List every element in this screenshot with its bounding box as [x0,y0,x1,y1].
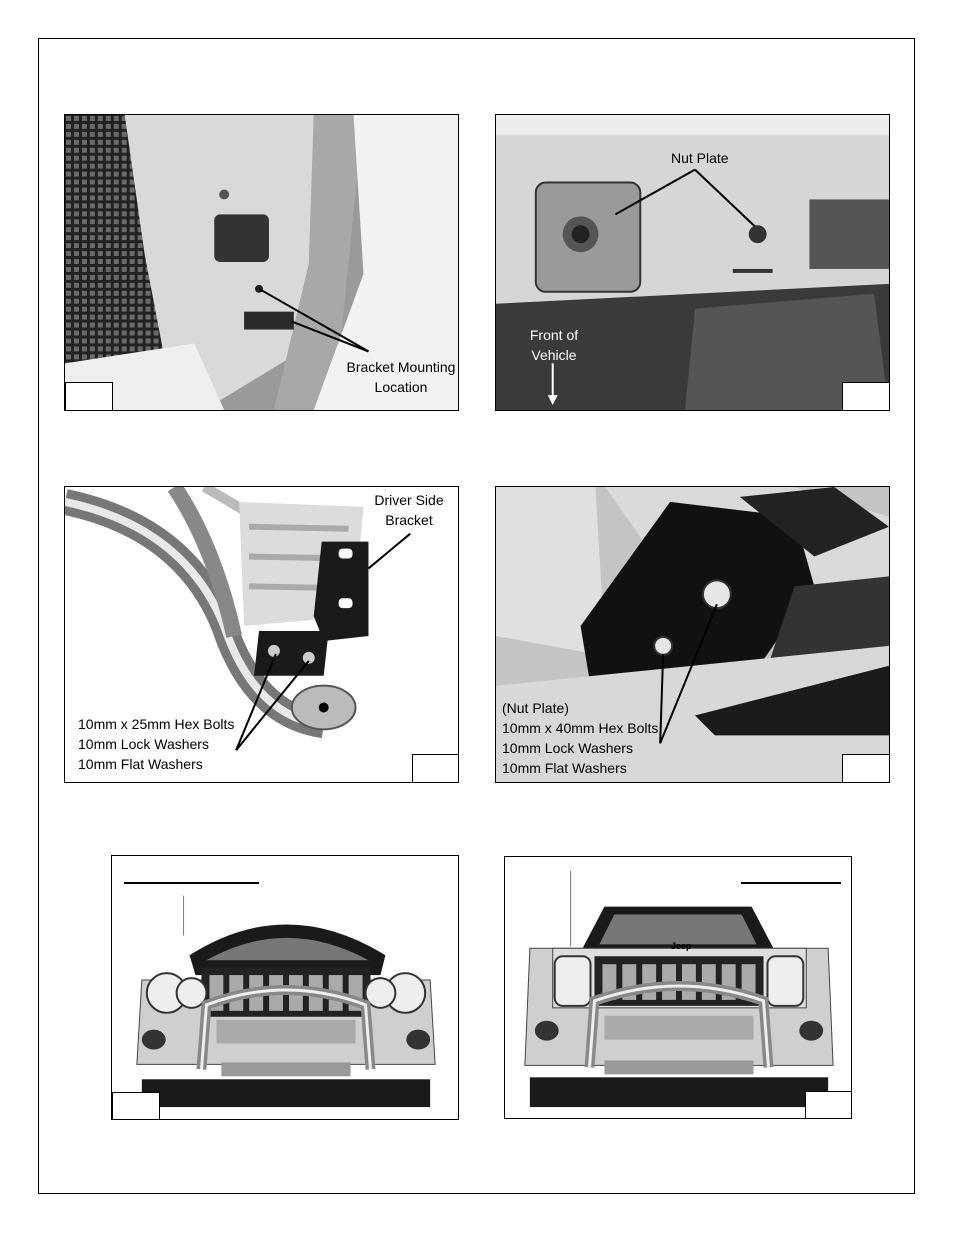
hardware-item: 10mm x 25mm Hex Bolts [78,716,235,732]
figure-number-box [842,754,890,783]
photo-5-illustration [112,856,458,1119]
caption-underline [741,882,841,884]
photo-bracket-installed [495,486,890,783]
callout-nut-plate: Nut Plate [671,150,729,166]
hardware-list-fig4 [502,698,658,778]
photo-6-illustration [505,857,851,1118]
figure-number-box [412,754,459,783]
photo-commander-front [504,856,852,1119]
photo-nut-plate [495,114,890,411]
caption-underline [124,882,259,884]
photo-driver-side-bracket [64,486,459,783]
grille-badge: Jeep [671,941,692,951]
hardware-item: 10mm Flat Washers [502,760,627,776]
photo-grand-cherokee-front [111,855,459,1120]
figure-number-box [112,1092,160,1120]
hardware-item: 10mm Lock Washers [502,740,633,756]
hardware-item: 10mm Flat Washers [78,756,203,772]
hardware-list-fig3 [78,714,234,774]
figure-number-box [65,382,113,411]
hardware-item: 10mm Lock Washers [78,736,209,752]
figure-number-box [805,1091,852,1119]
callout-driver-side-bracket: Driver Side Bracket [374,492,444,528]
figure-number-box [842,382,890,411]
photo-bracket-mounting-location [64,114,459,411]
hardware-item: (Nut Plate) [502,700,569,716]
hardware-item: 10mm x 40mm Hex Bolts [502,720,659,736]
callout-front-of-vehicle: Front of Vehicle [529,327,579,363]
callout-bracket-mounting-location: Bracket Mounting Location [346,359,456,395]
